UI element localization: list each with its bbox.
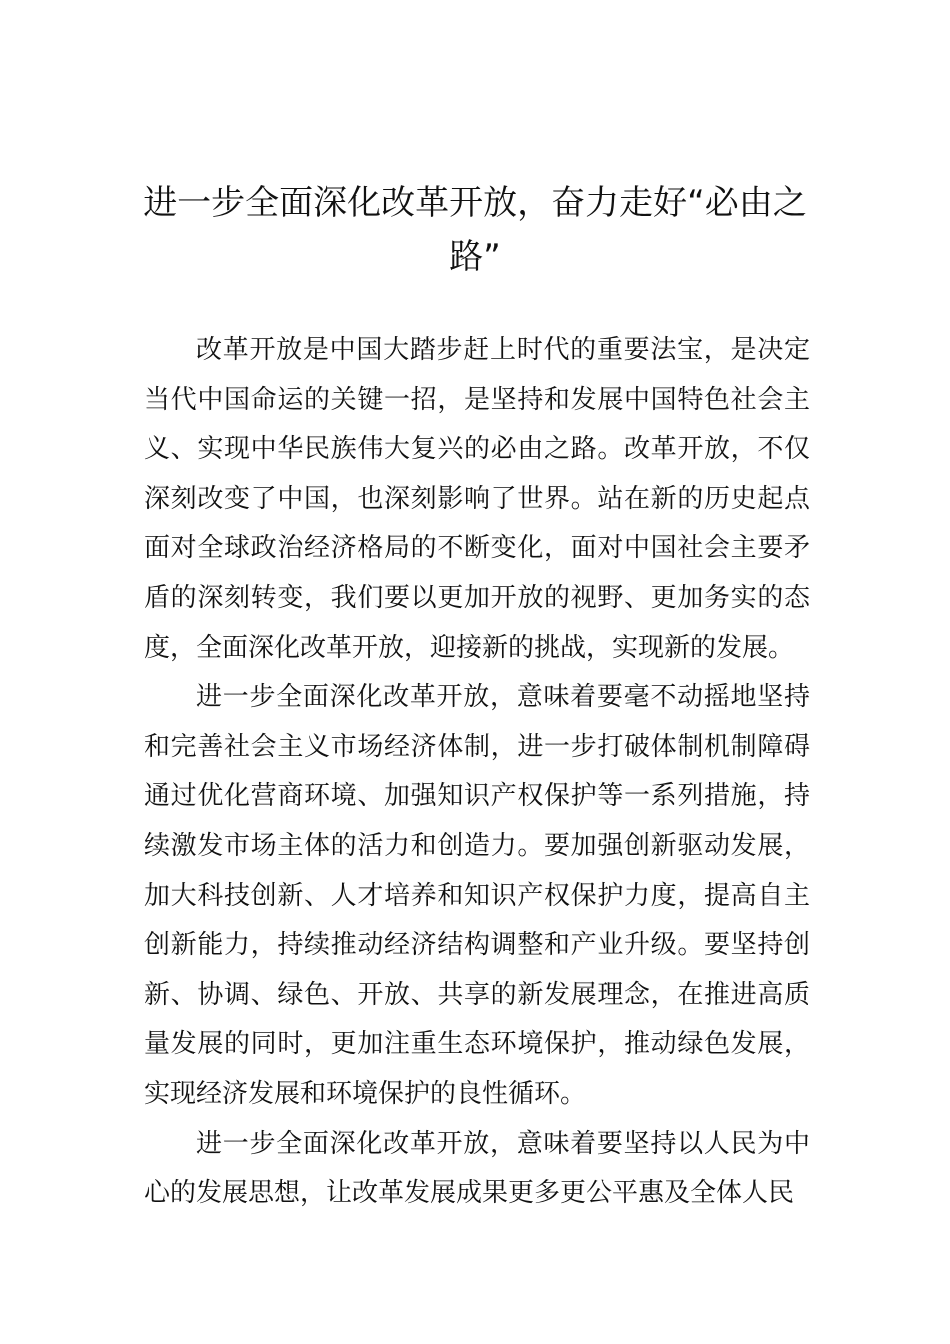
paragraph-1: 改革开放是中国大踏步赶上时代的重要法宝，是决定当代中国命运的关键一招，是坚持和发展中国特色社会主义、实现中华民族伟大复兴的必由之路。改革开放，不仅深刻改变了中国，也深刻影响了世界。站在新的历史起点面对全球政治经济格局的不断变化，面对中国社会主要矛盾的深刻转变，我们要以更加开放的视野、更加务实的态度，全面深化改革开放，迎接新的挑战，实现新的发展。	[144, 335, 810, 663]
paragraph-3: 进一步全面深化改革开放，意味着要坚持以人民为中心的发展思想，让改革发展成果更多更公平惠及全体人民	[144, 1128, 810, 1209]
paragraph-2: 进一步全面深化改革开放，意味着要毫不动摇地坚持和完善社会主义市场经济体制，进一步打破体制机制障碍通过优化营商环境、加强知识产权保护等一系列措施，持续激发市场主体的活力和创造力。要加强创新驱动发展，加大科技创新、人才培养和知识产权保护力度，提高自主创新能力，持续推动经济结构调整和产业升级。要坚持创新、协调、绿色、开放、共享的新发展理念，在推进高质量发展的同时，更加注重生态环境保护，推动绿色发展，实现经济发展和环境保护的良性循环。	[144, 682, 810, 1109]
document-title: 进一步全面深化改革开放，奋力走好“必由之路”	[143, 183, 807, 277]
document-body	[144, 326, 810, 1219]
